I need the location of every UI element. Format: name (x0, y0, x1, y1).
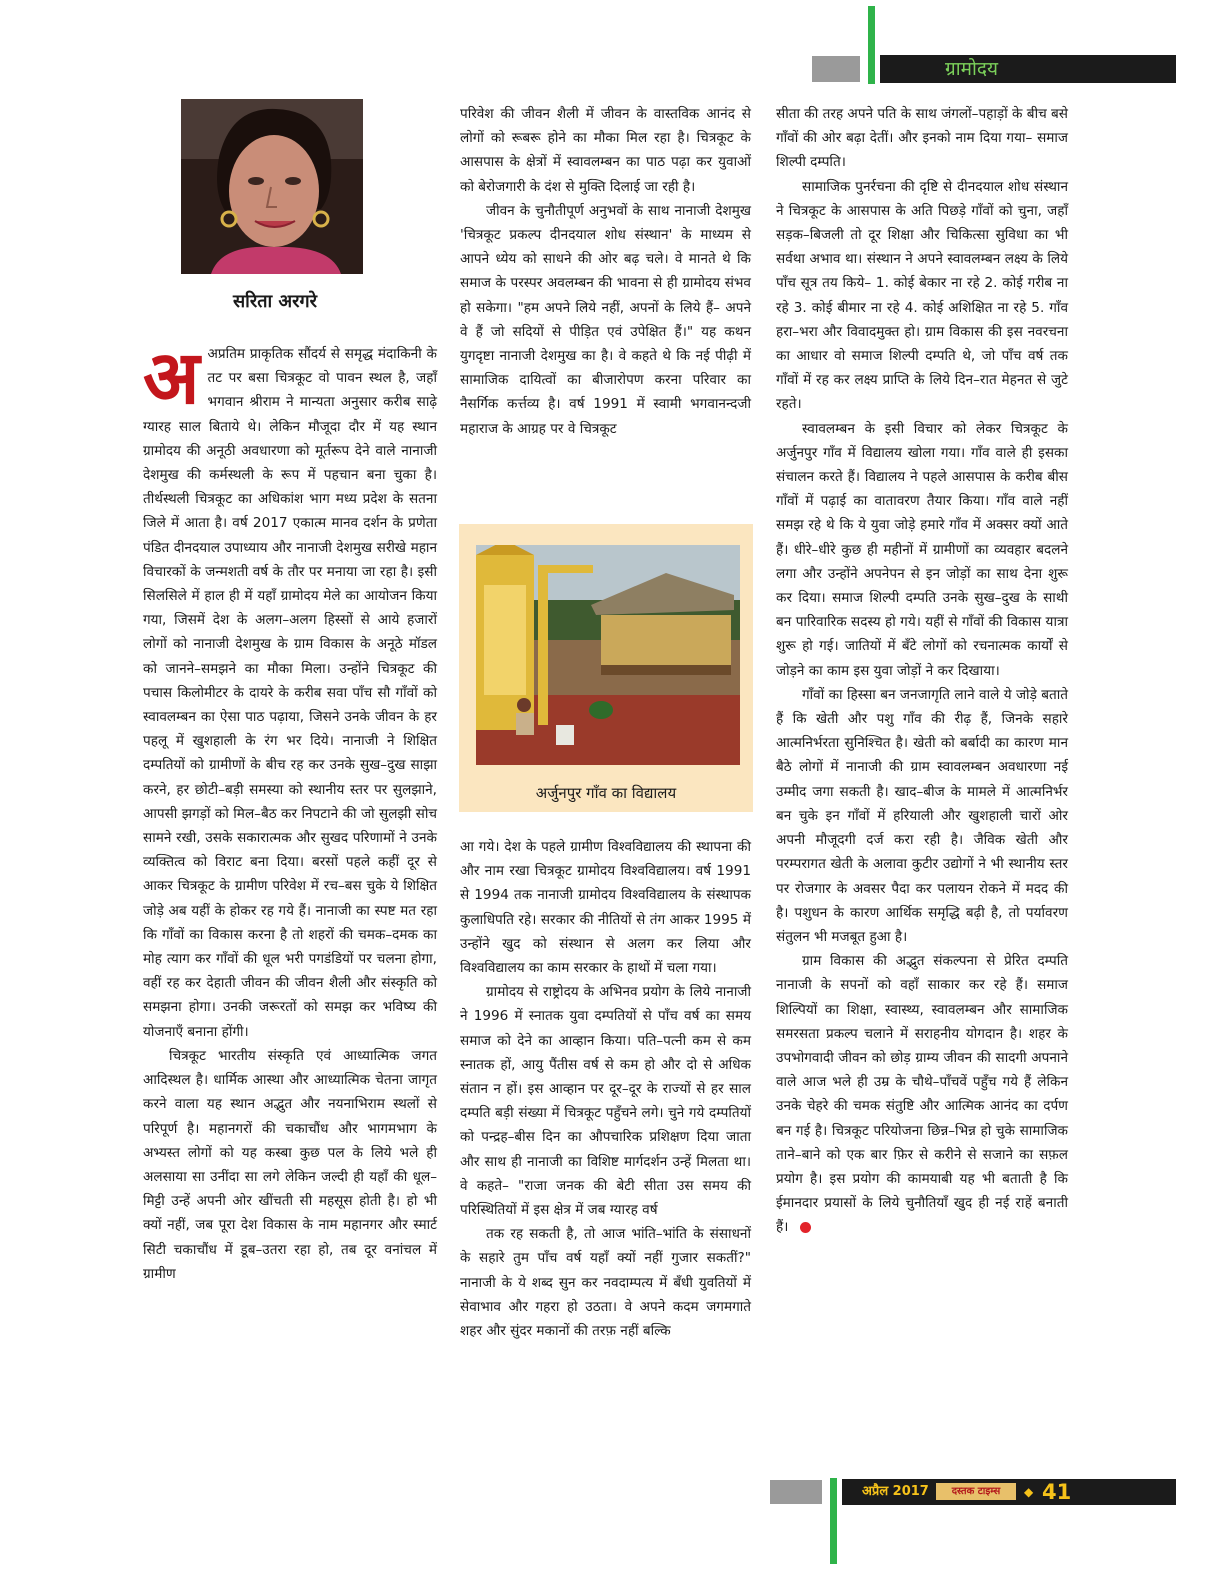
author-portrait (181, 99, 363, 274)
magazine-logo: दस्तक टाइम्स (936, 1483, 1016, 1500)
article-paragraph: परिवेश की जीवन शैली में जीवन के वास्तविक आनंद से लोगों को रूबरू होने का मौका मिल रहा है। चित्रकूट के आसपास के क्षेत्रों में स्वावलम्बन का पाठ पढ़ा कर युवाओं को बेरोजगारी के दंश से मुक्ति दिलाई जा रही है। (460, 106, 751, 195)
header-gray-block (812, 56, 860, 82)
end-mark-icon (800, 1222, 811, 1233)
article-paragraph: सीता की तरह अपने पति के साथ जंगलों–पहाड़ों के बीच बसे गाँवों की ओर बढ़ा देतीं। और इनको नाम दिया गया– समाज शिल्पी दम्पति। (776, 106, 1068, 171)
article-paragraph: जीवन के चुनौतीपूर्ण अनुभवों के साथ नानाजी देशमुख 'चित्रकूट प्रकल्प दीनदयाल शोध संस्थान' के माध्यम से आपने ध्येय को साधने की ओर बढ़ चले। वे मानते थे कि समाज के परस्पर अवलम्बन की भावना से ही ग्रामोदय संभव हो सकेगा। "हम अपने लिये नहीं, अपनों के लिये हैं– अपने वे हैं जो सदियों से पीड़ित एवं उपेक्षित हैं।" यह कथन युगदृष्टा नानाजी देशमुख का है। वे कहते थे कि नई पीढ़ी में सामाजिक दायित्वों का बीजारोपण करना परिवार का नैसर्गिक कर्त्तव्य है। वर्ष 1991 में स्वामी भगवानन्दजी महाराज के आग्रह पर वे चित्रकूट (460, 202, 751, 437)
article-paragraph: तक रह सकती है, तो आज भांति–भांति के संसाधनों के सहारे तुम पाँच वर्ष यहाँ क्यों नहीं गुजार सकतीं?" नानाजी के ये शब्द सुन कर नवदाम्पत्य में बँधी युवतियों में सेवाभाव और गहरा हो उठता। वे अपने कदम जगमगाते शहर और सुंदर मकानों की तरफ़ नहीं बल्कि (460, 1226, 751, 1340)
article-column-2-bottom (460, 835, 751, 1343)
article-paragraph: चित्रकूट भारतीय संस्कृति एवं आध्यात्मिक जगत आदिस्थल है। धार्मिक आस्था और आध्यात्मिक चेतना जागृत करने वाला यह स्थान अद्भुत और नयनाभिराम स्थलों से परिपूर्ण है। महानगरों की चकाचौंध और भागमभाग के अभ्यस्त लोगों को यह कस्बा कुछ पल के लिये भले ही अलसाया सा उनींदा सा लगे लेकिन जल्दी ही यहाँ की धूल–मिट्टी उन्हें अपनी ओर खींचती सी महसूस होती है। हो भी क्यों नहीं, जब पूरा देश विकास के नाम महानगर और स्मार्ट सिटी चकाचौंध में डूब–उतरा रहा हो, तब दूर वनांचल में ग्रामीण (143, 1047, 437, 1282)
article-paragraph: अप्रतिम प्राकृतिक सौंदर्य से समृद्ध मंदाकिनी के तट पर बसा चित्रकूट वो पावन स्थल है, जहाँ भगवान श्रीराम ने मान्यता अनुसार करीब साढ़े ग्यारह साल बिताये थे। लेकिन मौजूदा दौर में यह स्थान ग्रामोदय की अनूठी अवधारणा को मूर्तरूप देने वाले नानाजी देशमुख की कर्मस्थली के रूप में पहचान बना चुका है। तीर्थस्थली चित्रकूट का अधिकांश भाग मध्य प्रदेश के सतना जिले में आता है। वर्ष 2017 एकात्म मानव दर्शन के प्रणेता पंडित दीनदयाल उपाध्याय और नानाजी देशमुख सरीखे महान विचारकों के जन्मशती वर्ष के तौर पर मनाया जा रहा है। इसी सिलसिले में हाल ही में यहाँ ग्रामोदय मेले का आयोजन किया गया, जिसमें देश के अलग–अलग हिस्सों से आये हजारों लोगों को नानाजी देशमुख के ग्राम विकास के अनूठे मॉडल को जानने–समझने का मौका मिला। उन्होंने चित्रकूट की पचास किलोमीटर के दायरे के करीब सवा पाँच सौ गाँवों को स्वावलम्बन का ऐसा पाठ पढ़ाया, जिसने उनके जीवन के हर पहलू में खुशहाली के रंग भर दिये। नानाजी ने शिक्षित दम्पतियों को ग्रामीणों के बीच रह कर उनके सुख–दुख साझा करने, हर छोटी–बड़ी समस्या को स्थानीय स्तर पर सुलझाने, आपसी झगड़ों को मिल–बैठ कर निपटाने की जो सुलझी सोच सामने रखी, उसके सकारात्मक और सुखद परिणामों ने उनके व्यक्तित्व को विराट बना दिया। बरसों पहले कहीं दूर से आकर चित्रकूट के ग्रामीण परिवेश में रच–बस चुके ये शिक्षित जोड़े अब यहीं के होकर रह गये हैं। नानाजी का स्पष्ट मत रहा कि गाँवों का विकास करना है तो शहरों की चमक–दमक का मोह त्याग कर गाँवों की धूल भरी पगडंडियों पर चलना होगा, वहीं रह कर देहाती जीवन की जीवन शैली और संस्कृति को समझना होगा। उनकी जरूरतों को समझ कर भविष्य की योजनाएँ बनाना होंगी। (143, 346, 437, 1040)
section-label: ग्रामोदय (945, 58, 999, 80)
article-paragraph: सामाजिक पुनर्रचना की दृष्टि से दीनदयाल शोध संस्थान ने चित्रकूट के आसपास के अति पिछड़े गाँवों को चुना, जहाँ सड़क–बिजली तो दूर शिक्षा और चिकित्सा सुविधा का भी सर्वथा अभाव था। संस्थान ने अपने स्वावलम्बन लक्ष्य के लिये पाँच सूत्र तय किये– 1. कोई बेकार ना रहे 2. कोई गरीब ना रहे 3. कोई बीमार ना रहे 4. कोई अशिक्षित ना रहे 5. गाँव हरा–भरा और विवादमुक्त हो। ग्राम विकास की इस नवरचना का आधार वो समाज शिल्पी दम्पति थे, जो पाँच वर्ष तक गाँवों में रह कर लक्ष्य प्राप्ति के लिये दिन–रात मेहनत से जुटे रहते। (776, 178, 1068, 413)
article-paragraph: गाँवों का हिस्सा बन जनजागृति लाने वाले ये जोड़े बताते हैं कि खेती और पशु गाँव की रीढ़ हैं, जिनके सहारे आत्मनिर्भरता सुनिश्चित है। खेती को बर्बादी का कारण मान बैठे लोगों में नानाजी की ग्राम स्वावलम्बन अवधारणा नई उम्मीद जगा सकती है। खाद–बीज के मामले में आत्मनिर्भर बन चुके इन गाँवों में हरियाली और खुशहाली चारों ओर अपनी मौजूदगी दर्ज करा रही है। जैविक खेती और परम्परागत खेती के अलावा कुटीर उद्योगों ने भी स्थानीय स्तर पर रोजगार के अवसर पैदा कर पलायन रोकने में मदद की है। पशुधन के कारण आर्थिक समृद्धि बढ़ी है, तो पर्यावरण संतुलन भी मजबूत हुआ है। (776, 686, 1068, 945)
footer-gray-block (770, 1480, 822, 1504)
header-accent-bar (868, 6, 875, 84)
article-paragraph: ग्रामोदय से राष्ट्रोदय के अभिनव प्रयोग के लिये नानाजी ने 1996 में स्नातक युवा दम्पतियों से पाँच वर्ष का समय समाज को देने का आव्हान किया। पति–पत्नी कम से कम स्नातक हों, आयु पैंतीस वर्ष से कम हो और दो से अधिक संतान न हों। इस आव्हान पर दूर–दूर के राज्यों से हर साल दम्पति बड़ी संख्या में चित्रकूट पहुँचने लगे। चुने गये दम्पतियों को पन्द्रह–बीस दिन का औपचारिक प्रशिक्षण दिया जाता और साथ ही नानाजी का विशिष्ट मार्गदर्शन उन्हें मिलता था। वे कहते– "राजा जनक की बेटी सीता उस समय की परिस्थितियों में इस क्षेत्र में जब ग्यारह वर्ष (460, 984, 751, 1219)
page-number: 41 (1042, 1480, 1072, 1504)
author-name: सरिता अरगरे (233, 291, 317, 312)
footer-separator: ◆ (1024, 1485, 1034, 1499)
drop-cap: अ (143, 335, 200, 421)
article-column-3 (776, 102, 1068, 1240)
figure-caption: अर्जुनपुर गाँव का विद्यालय (535, 784, 677, 802)
section-header-band (880, 55, 1176, 83)
article-paragraph: आ गये। देश के पहले ग्रामीण विश्वविद्यालय की स्थापना की और नाम रखा चित्रकूट ग्रामोदय विश्वविद्यालय। वर्ष 1991 से 1994 तक नानाजी ग्रामोदय विश्वविद्यालय के संस्थापक कुलाधिपति रहे। सरकार की नीतियों से तंग आकर 1995 में उन्होंने खुद को संस्थान से अलग कर लिया और विश्वविद्यालय का काम सरकार के हाथों में चला गया। (460, 839, 751, 977)
footer-accent-bar (830, 1478, 837, 1564)
article-paragraph-text: ग्राम विकास की अद्भुत संकल्पना से प्रेरित दम्पति नानाजी के सपनों को वहाँ साकार कर रहे हैं। समाज शिल्पियों का शिक्षा, स्वास्थ्य, स्वावलम्बन और सामाजिक समरसता प्रकल्प चलाने में सराहनीय योगदान है। शहर के उपभोगवादी जीवन को छोड़ ग्राम्य जीवन की सादगी अपनाने वाले आज भले ही उम्र के चौथे–पाँचवें पहुँच गये हैं लेकिन उनके चेहरे की चमक संतुष्टि और आत्मिक आनंद का दर्पण बन गई है। चित्रकूट परियोजना छिन्न–भिन्न हो चुके सामाजिक ताने–बाने को एक बार फ़िर से करीने से सजाने का सफ़ल प्रयोग है। इस प्रयोग की कामयाबी यह भी बताती है कि ईमानदार प्रयासों के लिये चुनौतियाँ खुद ही नई राहें बनाती हैं। (776, 953, 1068, 1236)
article-paragraph: स्वावलम्बन के इसी विचार को लेकर चित्रकूट के अर्जुनपुर गाँव में विद्यालय खोला गया। गाँव वाले ही इसका संचालन करते हैं। विद्यालय ने पहले आसपास के करीब बीस गाँवों में पढ़ाई का वातावरण तैयार किया। गाँव वाले नहीं समझ रहे थे कि ये युवा जोड़े हमारे गाँव में अक्सर क्यों आते हैं। धीरे–धीरे कुछ ही महीनों में ग्रामीणों का व्यवहार बदलने लगा और उन्होंने अपनेपन से इन जोड़ों का साथ देना शुरू कर दिया। समाज शिल्पी दम्पति उनके सुख–दुख के साथी बन पारिवारिक सदस्य हो गये। यहीं से गाँवों की विकास यात्रा शुरू हो गई। जातियों में बँटे लोगों को रचनात्मक कार्यों से जोड़ने का काम इस युवा जोड़ों ने कर दिखाया। (776, 420, 1068, 679)
issue-date: अप्रैल 2017 (862, 1484, 929, 1499)
article-column-2-top (460, 102, 751, 441)
school-photo (476, 545, 740, 765)
article-paragraph-final (776, 949, 1068, 1239)
article-column-1 (143, 335, 437, 1286)
